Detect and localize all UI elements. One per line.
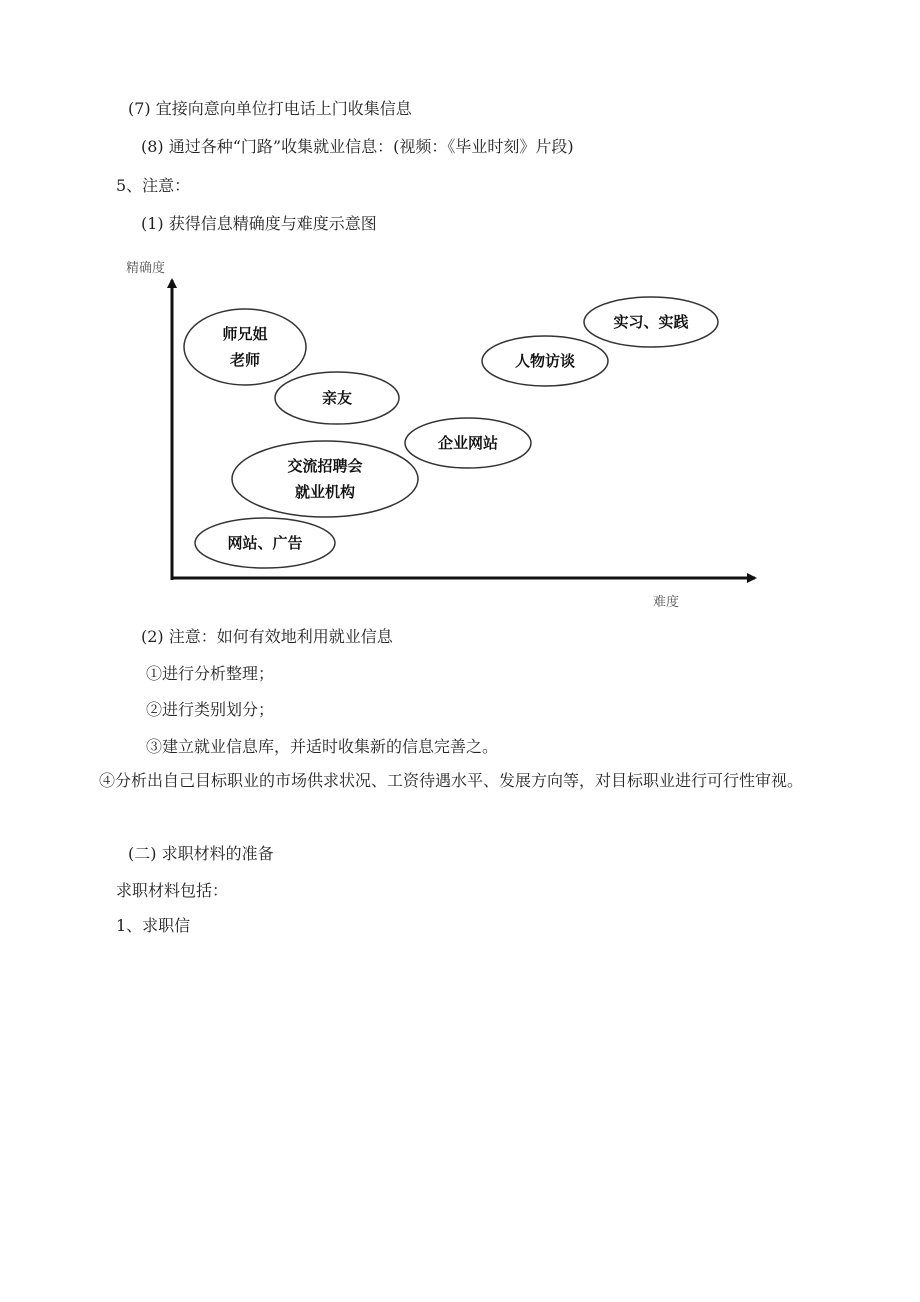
- y-axis-label: 精确度: [126, 261, 166, 276]
- step-3: ③建立就业信息库，并适时收集新的信息完善之。: [146, 737, 499, 756]
- oval-job-fairs: [232, 441, 418, 517]
- section-2-heading: (二) 求职材料的准备: [128, 844, 274, 863]
- svg-text:网站、广告: 网站、广告: [227, 534, 303, 552]
- svg-text:就业机构: 就业机构: [294, 483, 356, 501]
- svg-text:师兄姐: 师兄姐: [222, 325, 268, 343]
- svg-text:企业网站: 企业网站: [437, 434, 499, 452]
- oval-interviews: [482, 336, 608, 386]
- section-5-heading: 5、注意：: [116, 176, 191, 195]
- materials-intro: 求职材料包括：: [116, 881, 229, 900]
- svg-text:实习、实践: 实习、实践: [613, 313, 689, 331]
- svg-text:人物访谈: 人物访谈: [514, 352, 576, 370]
- materials-item-1: 1、求职信: [116, 916, 191, 935]
- diagram-canvas: [0, 250, 920, 620]
- oval-teachers: [184, 309, 306, 385]
- item-8: (8) 通过各种“门路”收集就业信息：(视频：《毕业时刻》片段): [141, 137, 574, 156]
- svg-text:交流招聘会: 交流招聘会: [287, 457, 363, 475]
- subsection-5-2: (2) 注意：如何有效地利用就业信息: [141, 627, 393, 646]
- svg-text:老师: 老师: [229, 351, 261, 369]
- oval-relatives: [275, 372, 399, 424]
- x-axis-label: 难度: [653, 595, 680, 610]
- oval-internship: [584, 297, 718, 347]
- oval-company-website: [405, 418, 531, 468]
- step-1: ①进行分析整理；: [146, 664, 275, 683]
- accuracy-difficulty-diagram: [0, 250, 920, 620]
- step-2: ②进行类别划分；: [146, 700, 275, 719]
- oval-websites-ads: [195, 518, 335, 568]
- svg-text:亲友: 亲友: [321, 389, 353, 407]
- step-4: ④分析出自己目标职业的市场供求状况、工资待遇水平、发展方向等，对目标职业进行可行性审视。: [99, 771, 804, 790]
- subsection-5-1: (1) 获得信息精确度与难度示意图: [141, 214, 377, 233]
- item-7: (7) 宜接向意向单位打电话上门收集信息: [128, 99, 412, 118]
